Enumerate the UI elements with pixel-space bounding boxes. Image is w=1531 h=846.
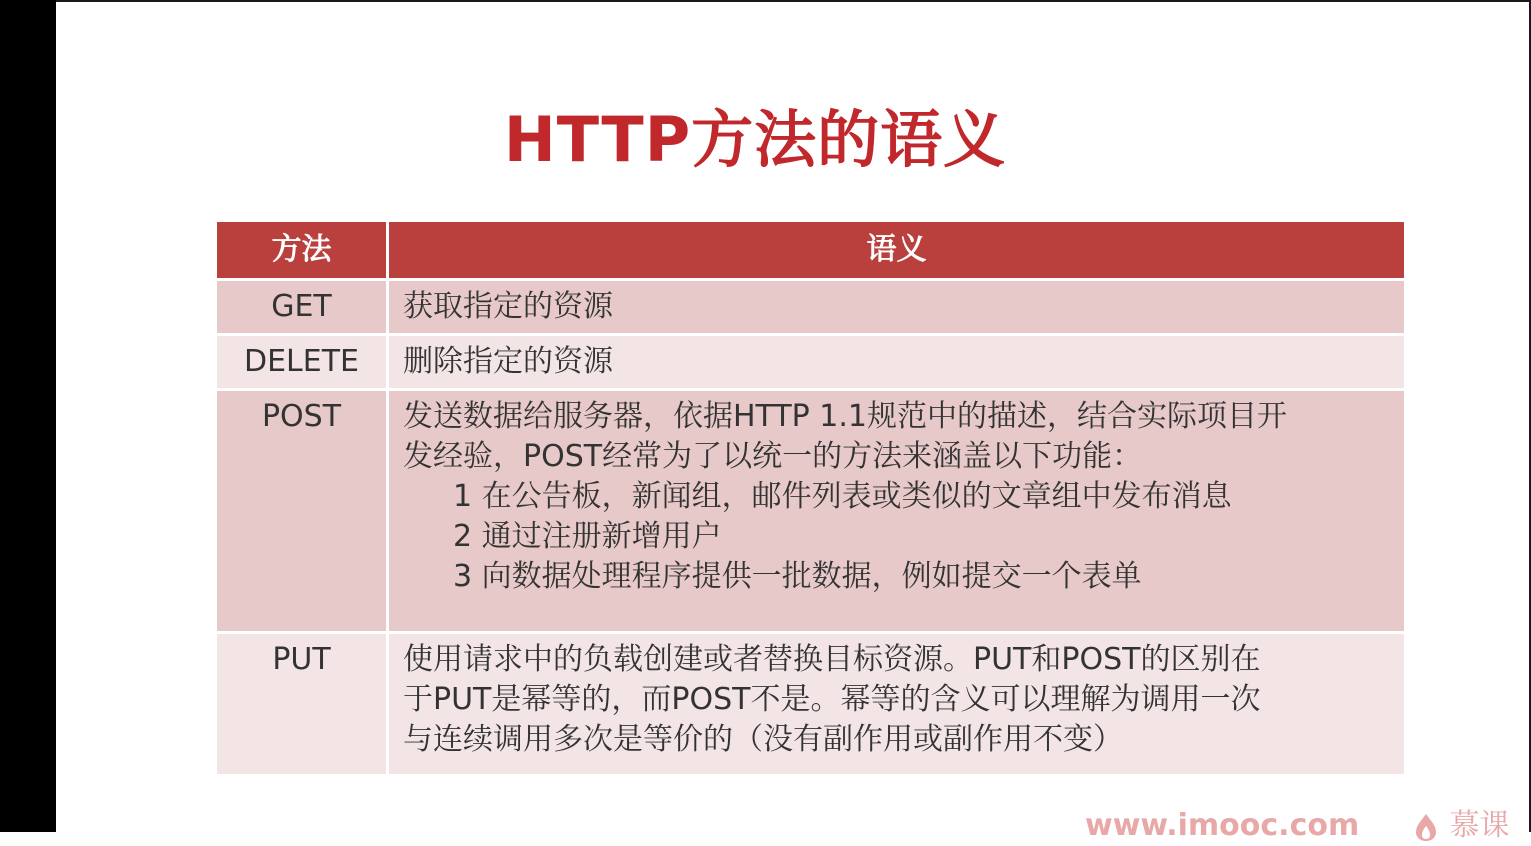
method-cell: DELETE	[216, 335, 388, 390]
top-border	[56, 0, 1531, 2]
table-row-post	[216, 390, 1406, 633]
method-cell: GET	[216, 280, 388, 335]
header-method: 方法	[216, 221, 388, 280]
table-row-delete	[216, 335, 1406, 390]
semantics-cell	[388, 390, 1406, 633]
semantics-cell	[388, 280, 1406, 335]
desc-line: 与连续调用多次是等价的（没有副作用或副作用不变）	[403, 722, 1123, 757]
table-row-put	[216, 633, 1406, 776]
watermark-brand	[1412, 806, 1510, 846]
desc-line: 删除指定的资源	[403, 344, 613, 379]
slide-title: HTTP方法的语义	[503, 103, 1007, 176]
desc-line: 发经验，POST经常为了以统一的方法来涵盖以下功能：	[403, 439, 1143, 474]
flame-logo-icon	[1412, 812, 1440, 842]
table-row-get	[216, 280, 1406, 335]
semantics-cell	[388, 335, 1406, 390]
method-cell: PUT	[216, 633, 388, 776]
watermark-url: www.imooc.com	[1085, 808, 1360, 843]
desc-line: 获取指定的资源	[403, 289, 613, 324]
table-header-row	[216, 221, 1406, 280]
method-cell: POST	[216, 390, 388, 633]
desc-list-item: 1 在公告板，新闻组，邮件列表或类似的文章组中发布消息	[453, 479, 1232, 514]
desc-line: 使用请求中的负载创建或者替换目标资源。PUT和POST的区别在	[403, 642, 1261, 677]
desc-list-item: 3 向数据处理程序提供一批数据，例如提交一个表单	[453, 559, 1142, 594]
desc-line: 于PUT是幂等的，而POST不是。幂等的含义可以理解为调用一次	[403, 682, 1261, 717]
semantics-cell	[388, 633, 1406, 776]
header-semantics: 语义	[388, 221, 1406, 280]
desc-list-item: 2 通过注册新增用户	[453, 519, 722, 554]
brand-text: 慕课	[1449, 808, 1510, 843]
desc-line: 发送数据给服务器，依据HTTP 1.1规范中的描述，结合实际项目开	[403, 399, 1288, 434]
http-methods-table	[214, 219, 1407, 777]
